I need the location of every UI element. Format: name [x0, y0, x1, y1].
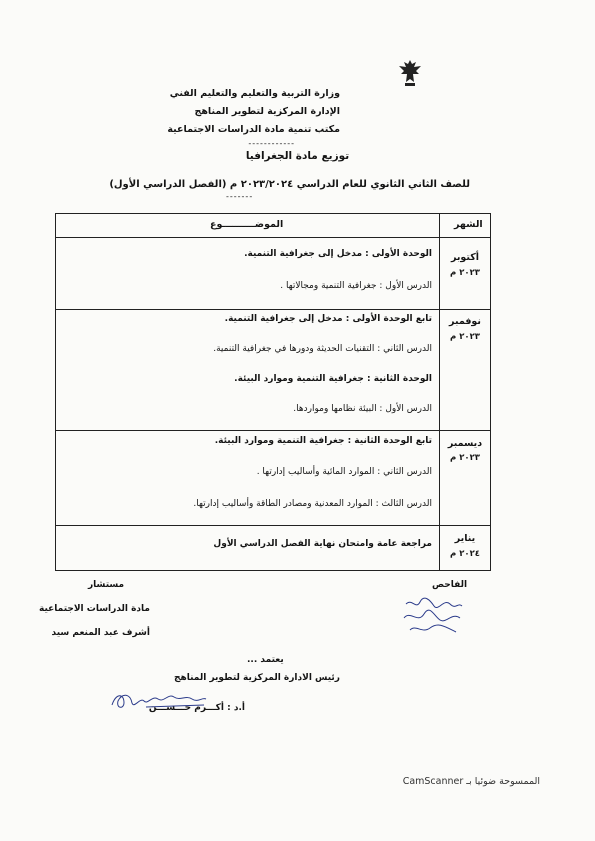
- advisor-label: مستشار: [88, 580, 125, 590]
- year-cell: ٢٠٢٣ م: [450, 268, 480, 278]
- table-row-divider: [55, 430, 491, 431]
- table-row-line: الدرس الثاني : التقنيات الحديثة ودورها في جغرافية التنمية.: [213, 344, 432, 354]
- department-name: الإدارة المركزية لتطوير المناهج: [194, 106, 340, 117]
- column-header-topic: الموضــــــــــوع: [210, 219, 284, 230]
- eagle-emblem-icon: [396, 58, 424, 88]
- month-cell: ديسمبر: [447, 438, 483, 449]
- year-cell: ٢٠٢٣ م: [450, 453, 480, 463]
- examiner-label: الفاحص: [432, 580, 468, 590]
- table-row-line: تابع الوحدة الثانية : جغرافية التنمية وموارد البيئة.: [214, 436, 432, 446]
- table-row-line: الدرس الثاني : الموارد المائية وأساليب إدارتها .: [256, 467, 432, 477]
- table-column-divider: [439, 213, 440, 571]
- year-cell: ٢٠٢٣ م: [450, 332, 480, 342]
- month-cell: أكتوبر: [450, 252, 480, 263]
- table-row-line: الدرس الثالث : الموارد المعدنية ومصادر الطاقة وأساليب إدارتها.: [193, 499, 432, 509]
- head-name: أ.د : أكـــرم حـــســـن: [148, 703, 245, 713]
- advisor-name: أشرف عبد المنعم سيد: [51, 628, 150, 638]
- table-row-line: الوحدة الثانية : جغرافية التنمية وموارد البيئة.: [234, 374, 432, 384]
- table-row-line: الوحدة الأولى : مدخل إلى جغرافية التنمية.: [244, 249, 432, 259]
- table-row-line: تابع الوحدة الأولى : مدخل إلى جغرافية التنمية.: [224, 314, 432, 324]
- separator: ------------: [248, 139, 295, 148]
- office-name: مكتب تنمية مادة الدراسات الاجتماعية: [167, 124, 340, 135]
- schedule-table: [55, 213, 491, 571]
- approval-label: يعتمد ...: [247, 655, 284, 665]
- month-cell: يناير: [454, 533, 476, 544]
- column-header-month: الشهر: [454, 219, 483, 230]
- table-row-divider: [55, 237, 491, 238]
- page-subtitle: للصف الثاني الثانوي للعام الدراسي ٢٠٢٣/٢٠٢٤ م (الفصل الدراسي الأول): [109, 179, 470, 190]
- month-cell: نوفمبر: [449, 316, 481, 327]
- examiner-signature: [400, 596, 465, 638]
- table-row-line: الدرس الأول : جغرافية التنمية ومجالاتها .: [280, 281, 432, 291]
- scanner-watermark: الممسوحة ضوئيا بـ CamScanner: [402, 776, 540, 787]
- table-row-divider: [55, 525, 491, 526]
- table-row-divider: [55, 309, 491, 310]
- year-cell: ٢٠٢٤ م: [450, 549, 480, 559]
- separator-2: -------: [226, 192, 254, 201]
- table-row-line: مراجعة عامة وامتحان نهاية الفصل الدراسي الأول: [213, 539, 432, 549]
- advisor-subject: مادة الدراسات الاجتماعية: [39, 604, 150, 614]
- head-title: رئيس الادارة المركزية لتطوير المناهج: [174, 673, 340, 683]
- ministry-name: وزارة التربية والتعليم والتعليم الفني: [169, 88, 340, 99]
- table-row-line: الدرس الأول : البيئة نظامها ومواردها.: [293, 404, 432, 414]
- page-title: توزيع مادة الجغرافيا: [245, 150, 350, 162]
